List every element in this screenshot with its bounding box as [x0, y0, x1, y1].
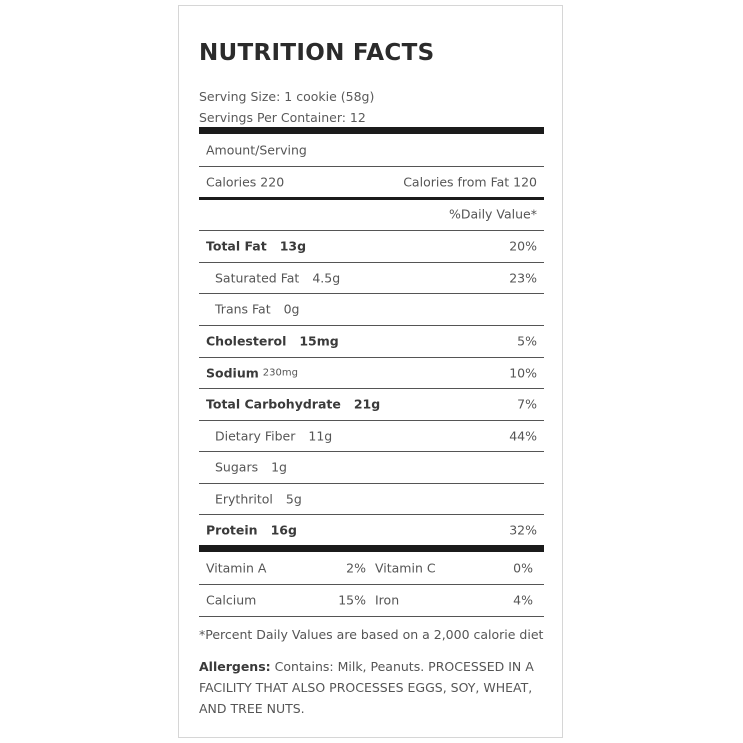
nutrition-facts-panel	[178, 5, 563, 738]
nutrient-daily-value: 10%	[509, 365, 537, 381]
nutrient-label: Erythritol	[215, 491, 273, 507]
nutrient-row-saturated-fat	[199, 262, 544, 294]
nutrient-daily-value: 44%	[509, 428, 537, 444]
calories-from-fat: Calories from Fat 120	[403, 174, 537, 190]
thick-divider	[199, 545, 544, 552]
nutrient-label: Dietary Fiber	[215, 428, 296, 444]
nutrient-amount: 4.5g	[312, 270, 341, 286]
nutrient-daily-value: 32%	[509, 522, 537, 538]
thick-divider	[199, 127, 544, 134]
calories-row	[199, 166, 544, 198]
nutrient-label: Sodium	[206, 365, 259, 381]
nutrient-amount: 5g	[285, 491, 302, 507]
nutrient-row-total-fat	[199, 230, 544, 262]
nutrient-row-sodium	[199, 357, 544, 389]
nutrient-row-trans-fat	[199, 293, 544, 325]
nutrient-daily-value: 5%	[517, 333, 537, 349]
nutrient-amount: 13g	[279, 238, 307, 254]
nutrient-label: Saturated Fat	[215, 270, 300, 286]
nutrient-label: Total Fat	[206, 238, 267, 254]
nutrient-amount: 1g	[271, 459, 287, 475]
nutrient-amount: 21g	[353, 396, 381, 412]
iron-label: Iron	[375, 592, 400, 608]
allergens-label: Allergens:	[199, 659, 271, 674]
amount-per-serving-row	[199, 134, 544, 166]
nutrient-row-dietary-fiber	[199, 420, 544, 452]
nutrient-daily-value: 23%	[509, 270, 537, 286]
daily-value-header-row	[199, 198, 544, 230]
daily-value-footnote: *Percent Daily Values are based on a 2,000 calorie diet	[199, 627, 544, 642]
allergens-statement	[199, 656, 544, 719]
nutrient-row-sugars	[199, 451, 544, 483]
vitamin-a-value: 2%	[346, 560, 366, 576]
nutrient-amount: 0g	[283, 301, 300, 317]
page-title: NUTRITION FACTS	[199, 40, 435, 66]
divider	[199, 616, 544, 617]
nutrient-label: Trans Fat	[215, 301, 271, 317]
vitamin-a-label: Vitamin A	[206, 560, 267, 576]
nutrient-label: Protein	[206, 522, 258, 538]
amount-per-serving-label: Amount/Serving	[206, 142, 307, 158]
nutrient-row-total-carbohydrate	[199, 388, 544, 420]
calcium-value: 15%	[338, 592, 366, 608]
nutrient-daily-value: 7%	[517, 396, 537, 412]
nutrient-label: Cholesterol	[206, 333, 287, 349]
vitamin-row	[199, 584, 544, 616]
calcium-label: Calcium	[206, 592, 257, 608]
daily-value-header: %Daily Value*	[448, 206, 537, 222]
iron-value: 4%	[513, 592, 533, 608]
nutrient-amount: 11g	[308, 428, 333, 444]
nutrient-amount: 15mg	[299, 333, 339, 349]
serving-size: Serving Size: 1 cookie (58g)	[199, 89, 375, 104]
nutrient-amount: 230mg	[262, 367, 298, 379]
vitamin-c-value: 0%	[513, 560, 533, 576]
nutrient-label: Total Carbohydrate	[206, 396, 341, 412]
nutrient-label: Sugars	[215, 459, 259, 475]
nutrient-row-protein	[199, 514, 544, 546]
vitamin-row	[199, 552, 544, 584]
allergens-text: Contains: Milk, Peanuts. PROCESSED IN A FACILITY THAT ALSO PROCESSES EGGS, SOY, WHEAT, AND TREE NUTS.	[199, 659, 534, 716]
vitamin-c-label: Vitamin C	[375, 560, 436, 576]
nutrient-daily-value: 20%	[509, 238, 537, 254]
servings-per-container: Servings Per Container: 12	[199, 110, 366, 125]
calories-label: Calories 220	[206, 174, 285, 190]
nutrient-amount: 16g	[270, 522, 297, 538]
nutrient-row-erythritol	[199, 483, 544, 515]
nutrient-row-cholesterol	[199, 325, 544, 357]
